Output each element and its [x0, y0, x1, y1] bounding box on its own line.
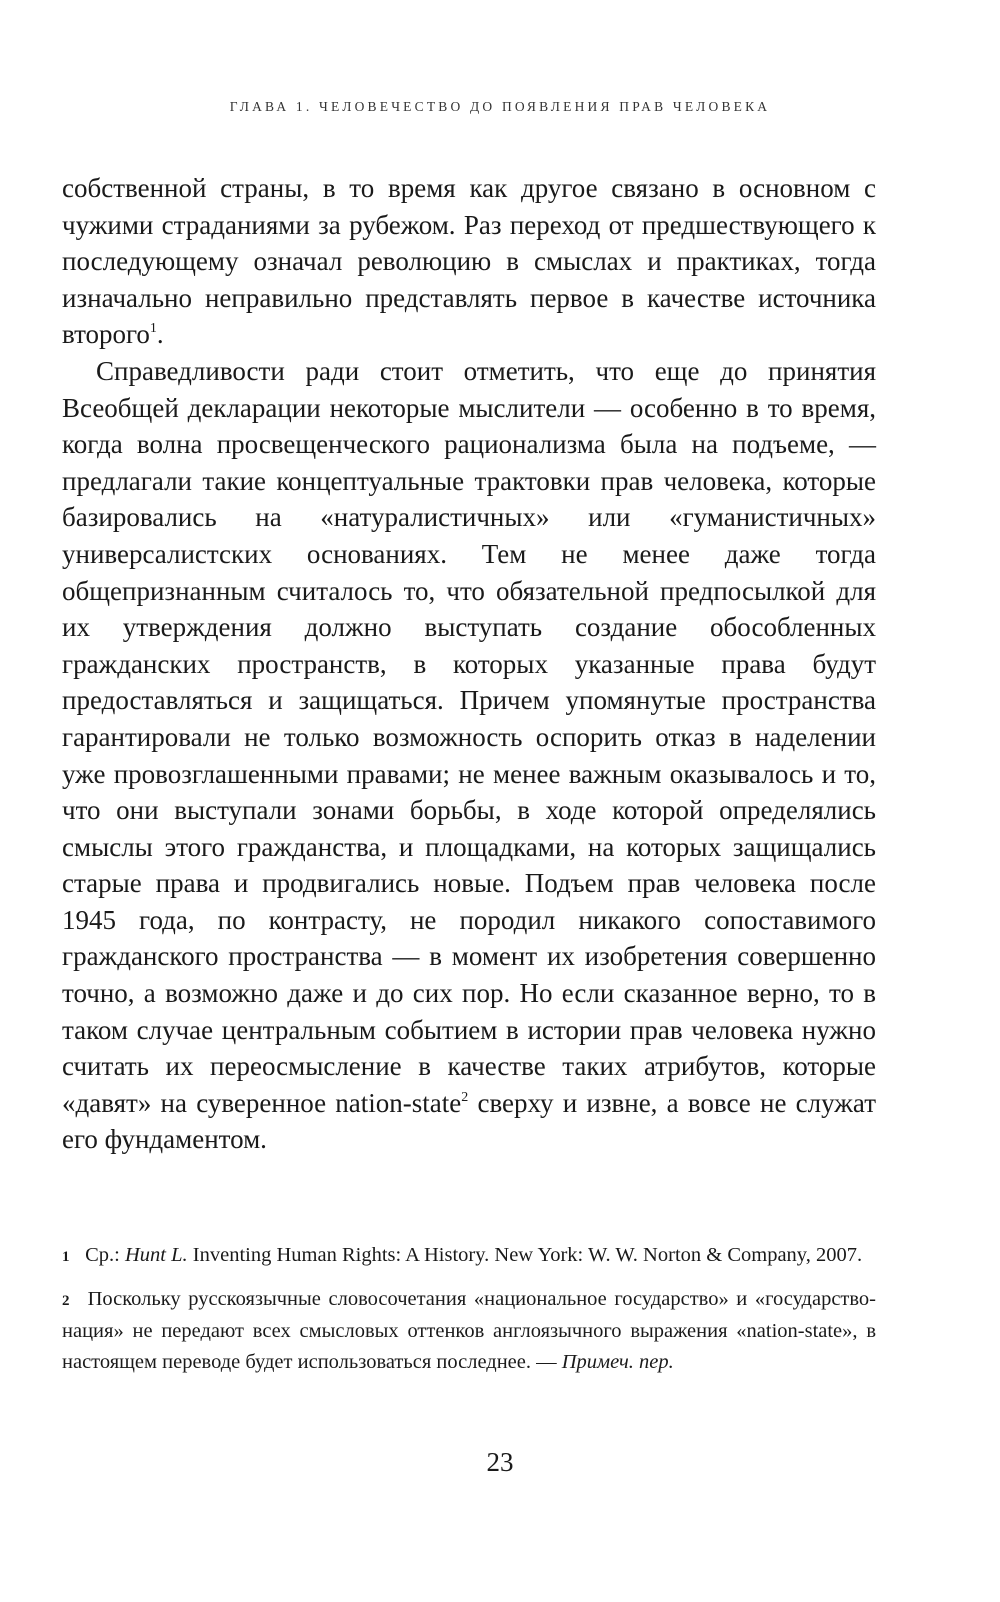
running-head: ГЛАВА 1. ЧЕЛОВЕЧЕСТВО ДО ПОЯВЛЕНИЯ ПРАВ ЧЕЛОВЕКА: [229, 99, 771, 114]
main-text: [62, 170, 876, 1158]
footnote-2-text: Поскольку русскоязычные словосочетания «национальное государство» и «государство-нация» не передают всех смысловых оттенков англоязычного выражения «nation-state», в настоящем переводе будет использоваться последнее. —: [62, 1287, 876, 1373]
paragraph-2: [62, 353, 876, 1158]
footnote-1-text: Inventing Human Rights: A History. New York: W. W. Norton & Company, 2007.: [187, 1244, 863, 1266]
footnotes: [62, 1240, 876, 1388]
footnote-2-translator-note: Примеч. пер.: [561, 1350, 674, 1373]
paragraph-2-text: Справедливости ради стоит отметить, что еще до принятия Всеобщей декларации некоторые мыслители — особенно в то время, когда волна просвещенческого рационализма была на подъеме, — предлагали такие концептуальные трактовки прав человека, которые базировались на «натуралистичных» или «гуманистичных» универсалистских основаниях. Тем не менее даже тогда общепризнанным считалось то, что обязательной предпосылкой для их утверждения должно выступать создание обособленных гражданских пространств, в которых указанные права будут предоставляться и защищаться. Причем упомянутые пространства гарантировали не только возможность оспорить отказ в наделении уже провозглашенными правами; не менее важным оказывалось и то, что они выступали зонами борьбы, в ходе которой определялись смыслы этого гражданства, и площадками, на которых защищались старые права и продвигались новые. Подъем прав человека после 1945 года, по контрасту, не породил никакого сопоставимого гражданского пространства — в момент их изобретения совершенно точно, а возможно даже и до сих пор. Но если сказанное верно, то в таком случае центральным событием в истории прав человека нужно считать их переосмысление в качестве таких атрибутов, которые «давят» на суверенное nation-state: [62, 355, 876, 1118]
footnote-ref-2: 2: [461, 1089, 469, 1105]
paragraph-1-text: собственной страны, в то время как другое связано в основном с чужими страданиями за рубежом. Раз переход от предшествующего к последующему означал революцию в смыслах и практиках, тогда изначально неправильно представлять первое в качестве источника второго: [62, 173, 876, 350]
footnote-1-prefix: Ср.:: [85, 1244, 125, 1266]
footnote-1: [62, 1240, 876, 1273]
footnote-2-number: 2: [62, 1292, 70, 1309]
footnote-1-author: Hunt L.: [125, 1244, 188, 1266]
paragraph-1-tail: .: [156, 319, 164, 350]
footnote-ref-1: 1: [149, 321, 157, 337]
paragraph-2-tail: сверху и извне, а вовсе не служат его фундаментом.: [62, 1087, 876, 1155]
paragraph-1: [62, 170, 876, 353]
footnote-1-number: 1: [62, 1249, 70, 1265]
page-number: 23: [486, 1447, 514, 1477]
footnote-2: [62, 1284, 876, 1378]
